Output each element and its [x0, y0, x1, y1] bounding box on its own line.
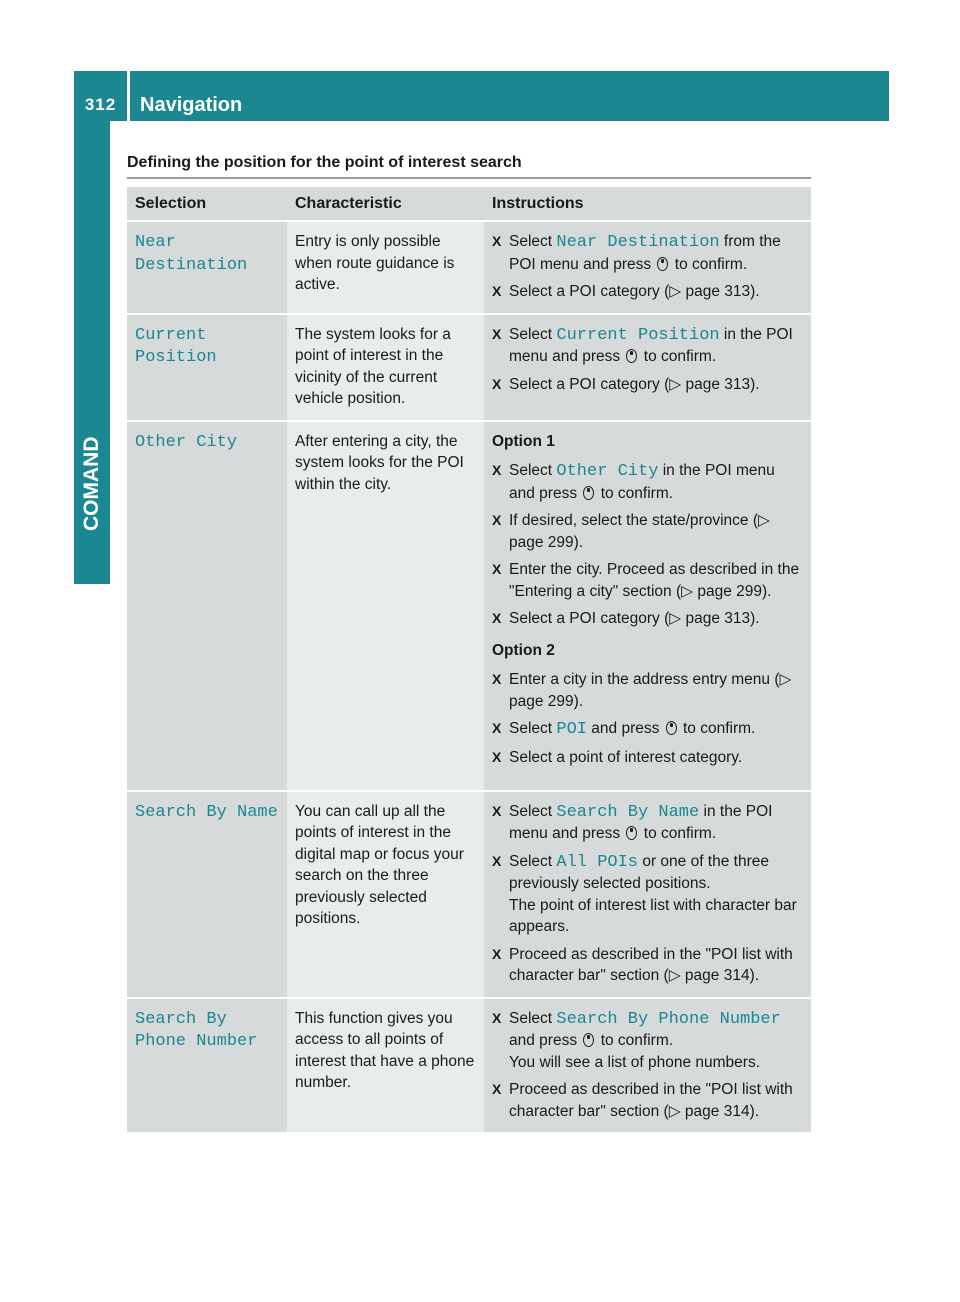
side-tab	[74, 121, 110, 584]
selection-label: Other City	[135, 432, 238, 452]
arrow-bullet-icon: X	[492, 610, 502, 626]
header-characteristic: Characteristic	[287, 187, 484, 221]
selection-label: Search By Name	[135, 802, 278, 822]
arrow-bullet-icon: X	[492, 671, 502, 687]
header-instructions: Instructions	[484, 187, 811, 221]
instruction-step: X Select All POIs or one of the three previously selected positions. The point of interest list with character bar appears.	[492, 852, 797, 935]
instructions-cell	[484, 791, 811, 998]
header-divider	[127, 71, 130, 121]
arrow-bullet-icon: X	[492, 561, 502, 577]
characteristic-text: You can call up all the points of interest in the digital map or focus your search on the three previously selected positions.	[287, 791, 484, 998]
selection-label: Search By Phone Number	[135, 1009, 258, 1051]
instructions-cell	[484, 998, 811, 1134]
section-rule	[127, 177, 811, 179]
instruction-step: X Select a POI category (▷ page 313).	[492, 608, 803, 630]
instruction-step: X Select Other City in the POI menu and press to confirm.	[492, 462, 775, 502]
arrow-bullet-icon: X	[492, 512, 502, 528]
instruction-step: X Select Search By Phone Number and press to confirm. You will see a list of phone numbers.	[492, 1009, 781, 1071]
controller-press-icon	[626, 826, 637, 840]
controller-press-icon	[583, 486, 594, 500]
instruction-step: X Select Current Position in the POI menu and press to confirm.	[492, 325, 793, 365]
table-row	[127, 791, 811, 998]
section-title: Defining the position for the point of interest search	[127, 154, 522, 171]
characteristic-text: After entering a city, the system looks for the POI within the city.	[287, 421, 484, 791]
arrow-bullet-icon: X	[492, 1081, 502, 1097]
side-tab-label: COMAND	[80, 436, 103, 531]
instruction-step: X Select a point of interest category.	[492, 747, 803, 769]
instructions-cell	[484, 314, 811, 421]
page-header	[74, 71, 889, 121]
instruction-step: X Proceed as described in the "POI list with character bar" section (▷ page 314).	[492, 1081, 793, 1120]
table-header-row	[127, 187, 811, 221]
characteristic-text: The system looks for a point of interest in the vicinity of the current vehicle position.	[287, 314, 484, 421]
instruction-step: X Proceed as described in the "POI list with character bar" section (▷ page 314).	[492, 945, 793, 984]
arrow-bullet-icon: X	[492, 375, 502, 392]
option-heading: Option 1	[492, 432, 555, 450]
page-number: 312	[84, 95, 117, 114]
instruction-step: X Select POI and press to confirm.	[492, 720, 756, 739]
instruction-step: X Select Near Destination from the POI menu and press to confirm.	[492, 233, 781, 273]
arrow-bullet-icon: X	[492, 748, 502, 765]
arrow-bullet-icon: X	[492, 945, 502, 962]
instruction-step: X Enter the city. Proceed as described in the "Entering a city" section (▷ page 299).	[492, 561, 800, 600]
instruction-step: X Select a POI category (▷ page 313).	[492, 374, 803, 396]
instruction-step: X If desired, select the state/province (▷ page 299).	[492, 512, 770, 551]
selection-label: Current Position	[135, 325, 217, 367]
controller-press-icon	[626, 349, 637, 363]
controller-press-icon	[583, 1033, 594, 1047]
table-row	[127, 314, 811, 421]
instructions-cell	[484, 221, 811, 314]
poi-position-table	[127, 187, 811, 1134]
instruction-step: X Select a POI category (▷ page 313).	[492, 281, 803, 303]
option-heading: Option 2	[492, 641, 555, 659]
table-row	[127, 998, 811, 1134]
header-selection: Selection	[127, 187, 287, 221]
arrow-bullet-icon: X	[492, 325, 502, 342]
characteristic-text: Entry is only possible when route guidance is active.	[287, 221, 484, 314]
chapter-title: Navigation	[140, 94, 243, 116]
selection-label: Near Destination	[135, 233, 248, 275]
arrow-bullet-icon: X	[492, 233, 502, 249]
arrow-bullet-icon: X	[492, 720, 502, 736]
instructions-cell	[484, 421, 811, 791]
controller-press-icon	[666, 721, 677, 735]
instruction-step: X Select Search By Name in the POI menu and press to confirm.	[492, 802, 773, 842]
arrow-bullet-icon: X	[492, 852, 502, 869]
arrow-bullet-icon: X	[492, 1009, 502, 1026]
table-row	[127, 421, 811, 791]
arrow-bullet-icon: X	[492, 462, 502, 478]
controller-press-icon	[657, 257, 668, 271]
characteristic-text: This function gives you access to all points of interest that have a phone number.	[287, 998, 484, 1134]
arrow-bullet-icon: X	[492, 802, 502, 819]
table-row	[127, 221, 811, 314]
arrow-bullet-icon: X	[492, 283, 502, 299]
instruction-step: X Enter a city in the address entry menu (▷ page 299).	[492, 671, 792, 710]
